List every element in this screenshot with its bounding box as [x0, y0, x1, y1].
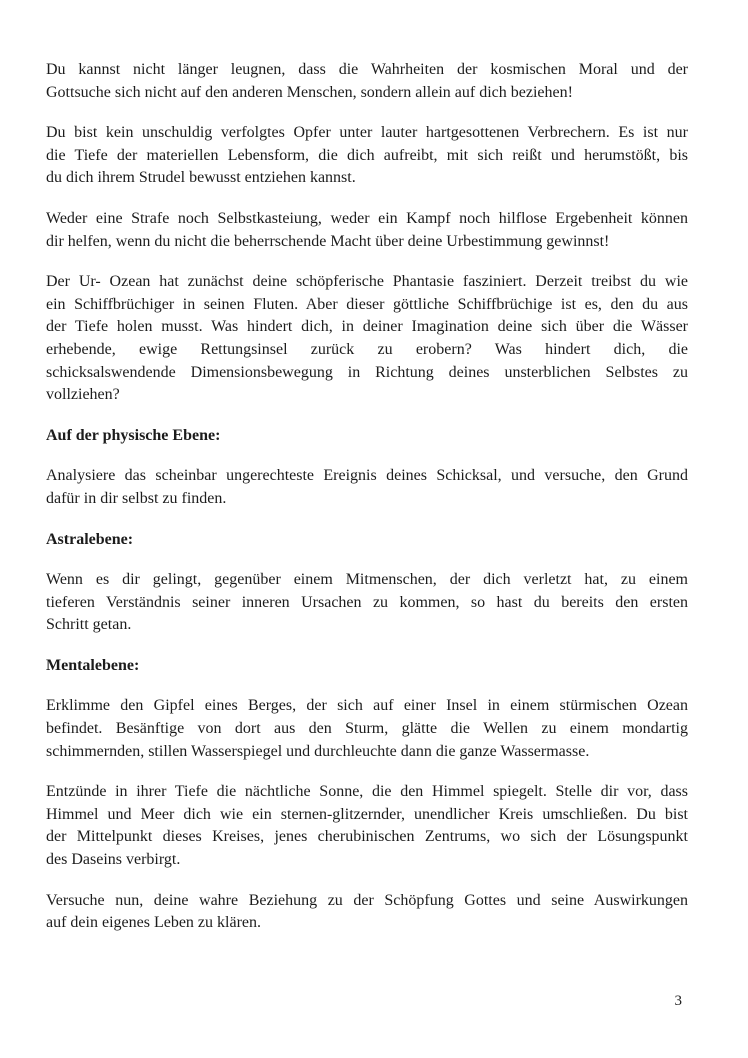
text-line: Analysiere das scheinbar ungerechteste Ereignis deines Schicksal, und versuche, den Grund — [46, 467, 688, 485]
text-line: Erklimme den Gipfel eines Berges, der sich auf einer Insel in einem stürmischen Ozean — [46, 697, 688, 715]
text-line: erhebende, ewige Rettungsinsel zurück zu erobern? Was hindert dich, die — [46, 340, 688, 358]
text-line: auf dein eigenes Leben zu klären. — [46, 914, 262, 932]
text-line: Entzünde in ihrer Tiefe die nächtliche Sonne, die den Himmel spiegelt. Stelle dir vor, dass — [46, 783, 688, 801]
paragraph — [46, 695, 688, 763]
paragraph — [46, 208, 688, 253]
text-line: Gottsuche sich nicht auf den anderen Menschen, sondern allein auf dich beziehen! — [46, 83, 573, 101]
text-line: dafür in dir selbst zu finden. — [46, 489, 227, 507]
paragraph — [46, 59, 688, 104]
text-line: vollziehen? — [46, 386, 120, 404]
section-heading: Astralebene: — [46, 530, 134, 548]
page-footer — [675, 991, 683, 1011]
page-content — [46, 59, 688, 953]
text-line: tieferen Verständnis seiner inneren Ursachen zu kommen, so hast du bereits den ersten — [46, 593, 688, 611]
text-line: die Tiefe der materiellen Lebensform, die dich aufreibt, mit sich reißt und herumstößt, bis — [46, 146, 688, 164]
text-line: des Daseins verbirgt. — [46, 851, 181, 869]
text-line: der Mittelpunkt dieses Kreises, jenes cherubinischen Zentrums, wo sich der Lösungspunkt — [46, 828, 688, 846]
section-heading: Auf der physische Ebene: — [46, 426, 221, 444]
text-line: schicksalswendende Dimensionsbewegung in Richtung deines unsterblichen Selbstes zu — [46, 363, 688, 381]
text-line: befindet. Besänftige von dort aus den Sturm, glätte die Wellen zu einem mondartig — [46, 720, 688, 738]
text-line: der Tiefe holen musst. Was hindert dich, in deiner Imagination deine sich über die Wässer — [46, 318, 688, 336]
text-line: Weder eine Strafe noch Selbstkasteiung, weder ein Kampf noch hilflose Ergebenheit können — [46, 209, 688, 227]
paragraph — [46, 271, 688, 407]
paragraph — [46, 781, 688, 871]
text-line: Wenn es dir gelingt, gegenüber einem Mitmenschen, der dich verletzt hat, zu einem — [46, 571, 688, 589]
paragraph — [46, 122, 688, 190]
text-line: dir helfen, wenn du nicht die beherrschende Macht über deine Urbestimmung gewinnst! — [46, 232, 610, 250]
text-line: Versuche nun, deine wahre Beziehung zu der Schöpfung Gottes und seine Auswirkungen — [46, 891, 688, 909]
text-line: Schritt getan. — [46, 616, 132, 634]
text-line: Der Ur- Ozean hat zunächst deine schöpferische Phantasie fasziniert. Derzeit treibst du wie — [46, 273, 688, 291]
text-line: schimmernden, stillen Wasserspiegel und durchleuchte dann die ganze Wassermasse. — [46, 742, 590, 760]
paragraph — [46, 465, 688, 510]
page-number: 3 — [674, 993, 682, 1009]
paragraph — [46, 569, 688, 637]
text-line: Du bist kein unschuldig verfolgtes Opfer unter lauter hartgesottenen Verbrechern. Es ist nur — [46, 124, 688, 142]
paragraph — [46, 890, 688, 935]
text-line: Du kannst nicht länger leugnen, dass die Wahrheiten der kosmischen Moral und der — [46, 61, 688, 78]
text-line: Himmel und Meer dich wie ein sternen-glitzernder, unendlicher Kreis umschließen. Du bist — [46, 805, 688, 823]
section-heading: Mentalebene: — [46, 656, 140, 674]
text-line: ein Schiffbrüchiger in seinen Fluten. Aber dieser göttliche Schiffbrüchige ist es, den du aus — [46, 295, 688, 313]
text-line: du dich ihrem Strudel bewusst entziehen kannst. — [46, 169, 356, 187]
